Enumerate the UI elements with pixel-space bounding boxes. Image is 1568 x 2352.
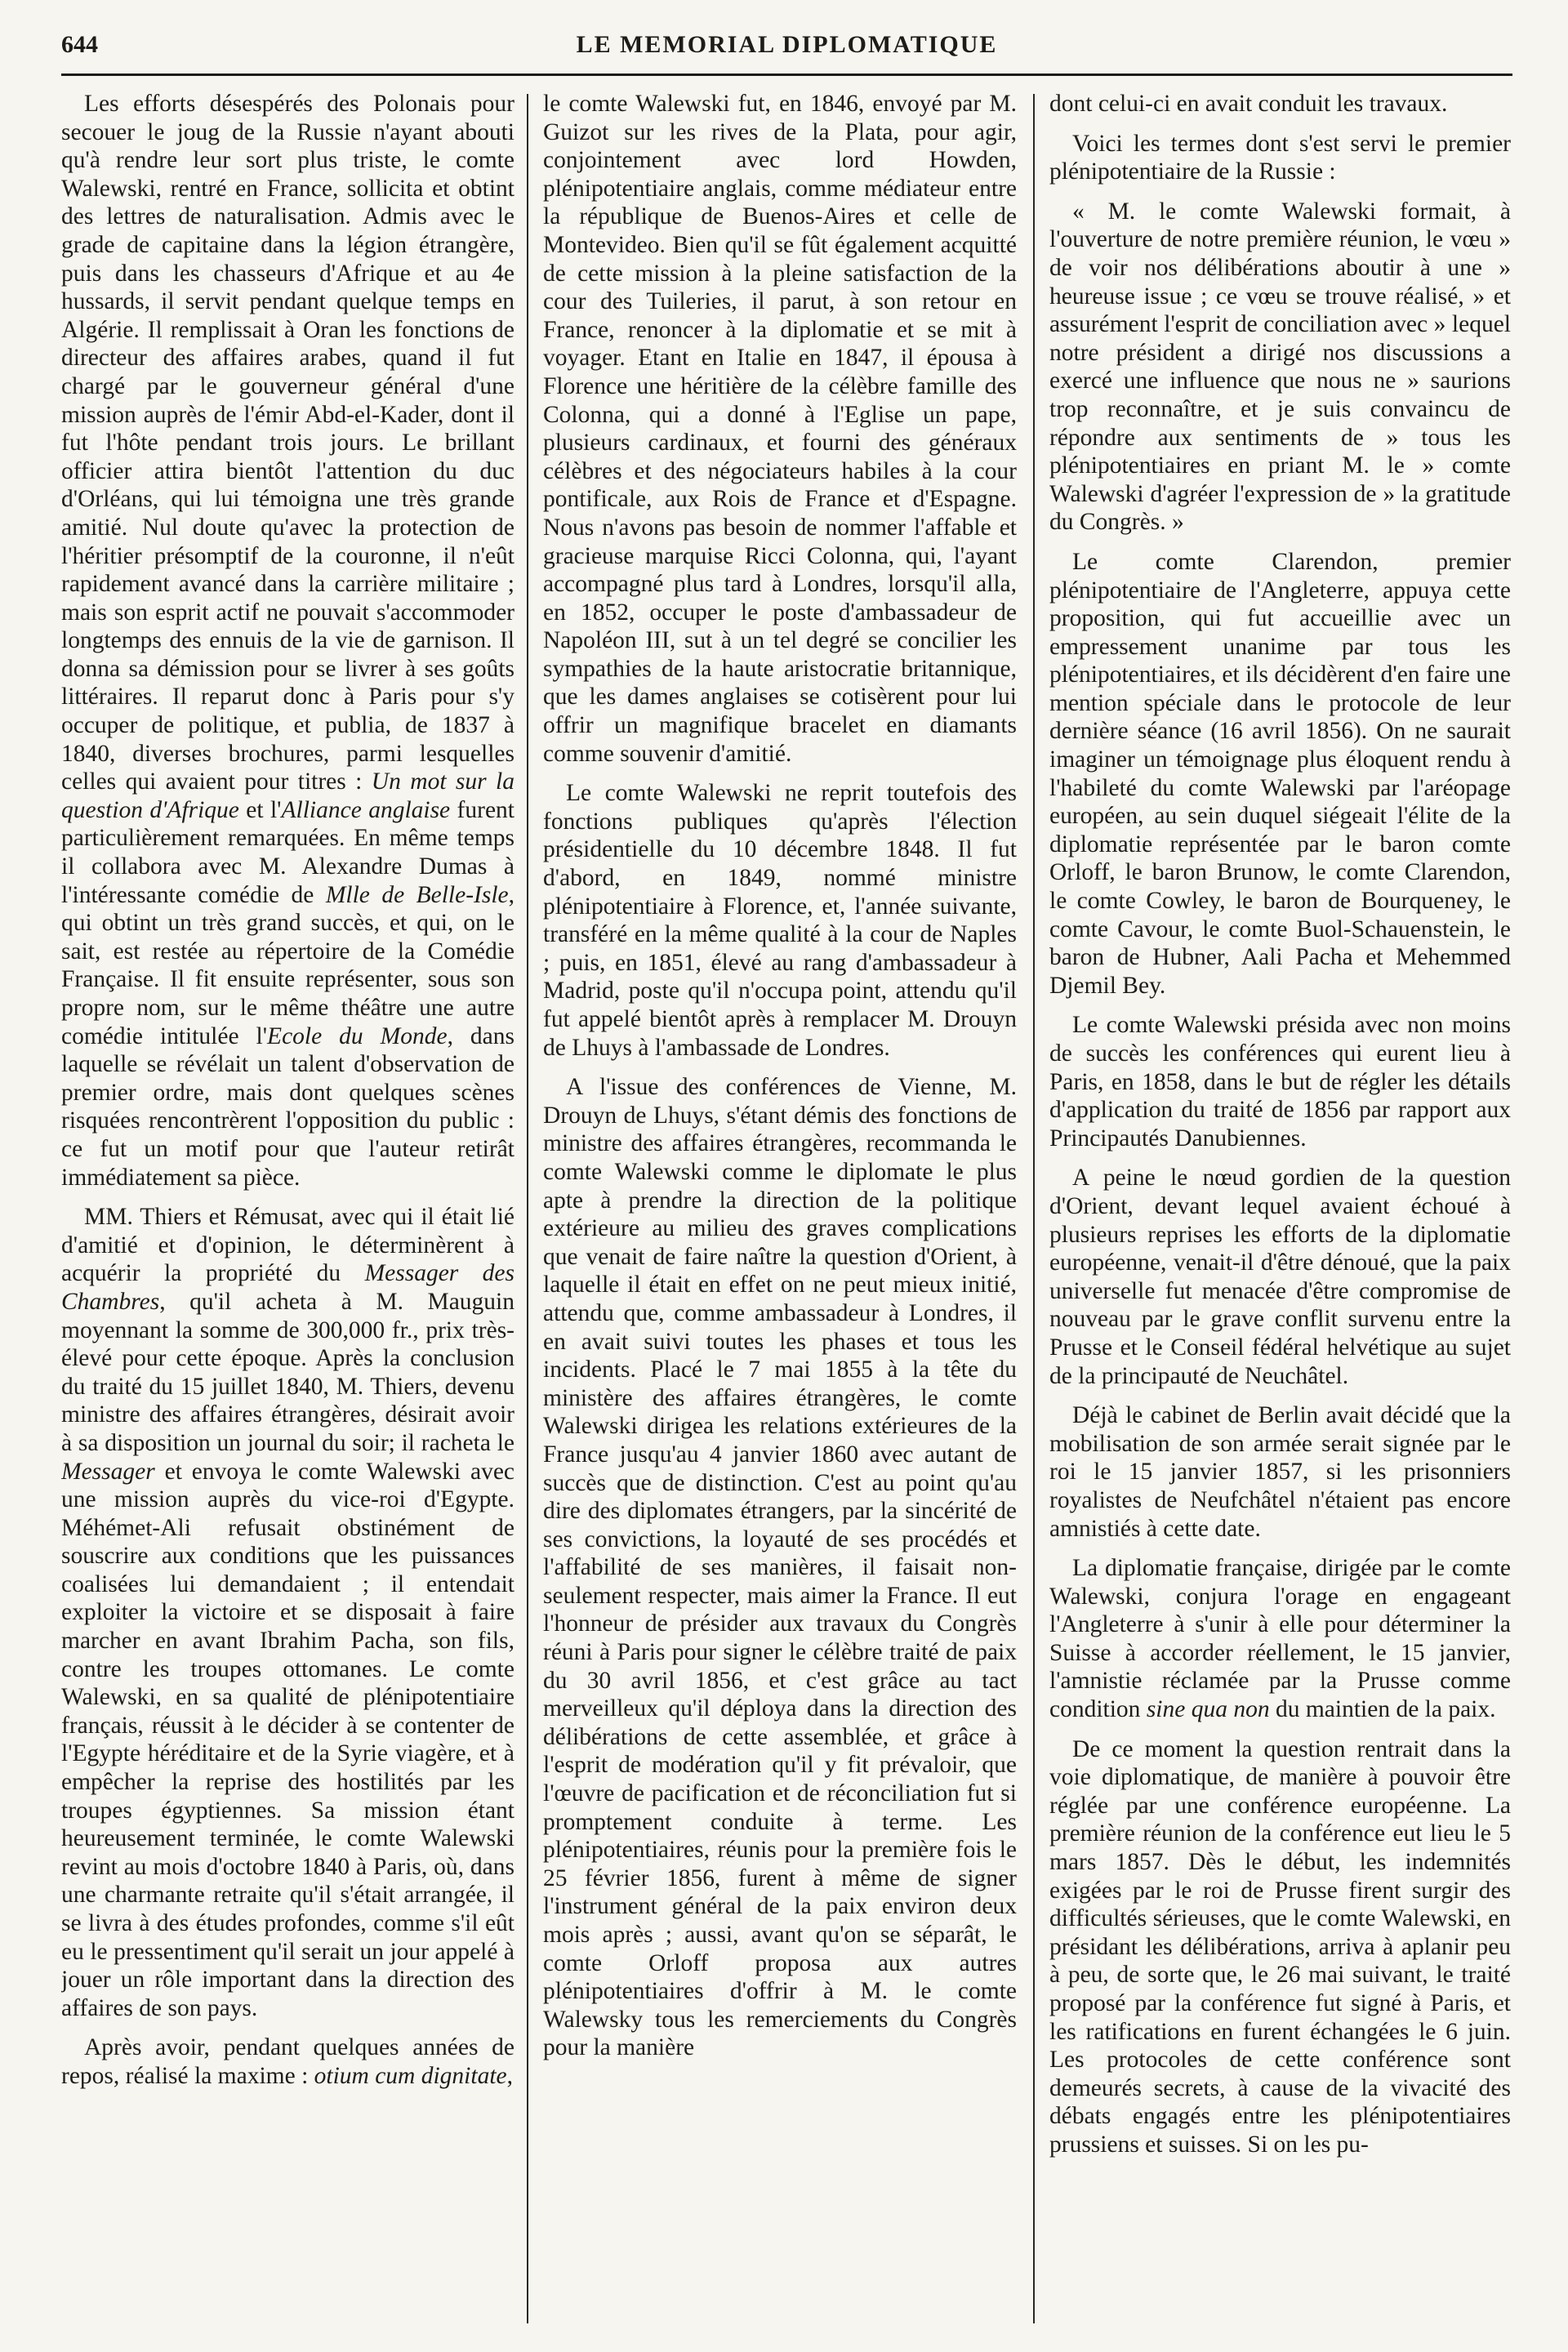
paragraph: Le comte Walewski ne reprit toutefois des fonctions publiques qu'après l'élection présidentielle du 10 décembre 1848. Il fut d'abord, en 1849, nommé ministre plénipotentiaire à Florence, et, l'année suivante, transféré en la même qualité à la cour de Naples ; puis, en 1851, élevé au rang d'ambassadeur à Madrid, poste qu'il n'occupa point, attendu qu'il fut appelé bientôt après à remplacer M. Drouyn de Lhuys à l'ambassade de Londres. [543, 780, 1017, 1061]
column-2 [543, 90, 1017, 2328]
paragraph: A peine le nœud gordien de la question d'Orient, devant lequel avaient échoué à plusieurs reprises les efforts de la diplomatie européenne, venait-il d'être dénoué, que la paix universelle fut menacée d'être compromise de nouveau par le grave conflit survenu entre la Prusse et le Conseil fédéral helvétique au sujet de la principauté de Neuchâtel. [1049, 1165, 1511, 1389]
paragraph: MM. Thiers et Rémusat, avec qui il était lié d'amitié et d'opinion, le déterminèrent à acquérir la propriété du Messager des Chambres, qu'il acheta à M. Mauguin moyennant la somme de 300,000 fr., prix très-élevé pour cette époque. Après la conclusion du traité du 15 juillet 1840, M. Thiers, devenu ministre des affaires étrangères, désirait avoir à sa disposition un journal du soir; il racheta le Messager et envoya le comte Walewski avec une mission auprès du vice-roi d'Egypte. Méhémet-Ali refusait obstinément de souscrire aux conditions que les puissances coalisées lui demandaient ; il entendait exploiter la victoire et se disposait à faire marcher en avant Ibrahim Pacha, son fils, contre les troupes ottomanes. Le comte Walewski, en sa qualité de plénipotentiaire français, réussit à le décider à se contenter de l'Egypte héréditaire et de la Syrie viagère, et à empêcher la reprise des hostilités par les troupes égyptiennes. Sa mission étant heureusement terminée, le comte Walewski revint au mois d'octobre 1840 à Paris, où, dans une charmante retraite qu'il s'était arrangée, il se livra à des études profondes, comme s'il eût eu le pressentiment qu'il serait un jour appelé à jouer un rôle important dans la direction des affaires de son pays. [61, 1204, 514, 2021]
page-header [61, 24, 1512, 76]
paragraph: Voici les termes dont s'est servi le premier plénipotentiaire de la Russie : [1049, 130, 1511, 185]
paragraph: Le comte Walewski présida avec non moins de succès les conférences qui eurent lieu à Paris, en 1858, dans le but de régler les détails d'application du traité de 1856 par rapport aux Principautés Danubiennes. [1049, 1012, 1511, 1152]
paragraph: le comte Walewski fut, en 1846, envoyé par M. Guizot sur les rives de la Plata, pour agir, conjointement avec lord Howden, plénipotentiaire anglais, comme médiateur entre la république de Buenos-Aires et celle de Montevideo. Bien qu'il se fût également acquitté de cette mission à la pleine satisfaction de la cour des Tuileries, il parut, à son retour en France, renoncer à la diplomatie et se mit à voyager. Etant en Italie en 1847, il épousa à Florence une héritière de la célèbre famille des Colonna, qui a donné à l'Eglise un pape, plusieurs cardinaux, et fourni des généraux célèbres et des négociateurs habiles à la cour pontificale, aux Rois de France et d'Espagne. Nous n'avons pas besoin de nommer l'affable et gracieuse marquise Ricci Colonna, qui, l'ayant accompagné plus tard à Londres, lorsqu'il alla, en 1852, occuper le poste d'ambassadeur de Napoléon III, sut à un tel degré se concilier les sympathies de la haute aristocratie britannique, que les dames anglaises se cotisèrent pour lui offrir un magnifique bracelet en diamants comme souvenir d'amitié. [543, 91, 1017, 767]
paragraph: dont celui-ci en avait conduit les travaux. [1049, 91, 1448, 117]
paragraph: A l'issue des conférences de Vienne, M. Drouyn de Lhuys, s'étant démis des fonctions de ministre des affaires étrangères, recommanda le comte Walewski comme le diplomate le plus apte à prendre la direction de la politique extérieure au milieu des graves complications que venait de faire naître la question d'Orient, à laquelle il était en effet on ne peut mieux initié, attendu que, comme ambassadeur à Londres, il en avait suivi toutes les phases et tous les incidents. Placé le 7 mai 1855 à la tête du ministère des affaires étrangères, le comte Walewski dirigea les relations extérieures de la France jusqu'au 4 janvier 1860 avec autant de succès que de distinction. C'est au point qu'au dire des diplomates étrangers, par la sincérité de ses convictions, la loyauté de ses procédés et l'affabilité de ses manières, il faisait non-seulement respecter, mais aimer la France. Il eut l'honneur de présider aux travaux du Congrès réuni à Paris pour signer le célèbre traité de paix du 30 avril 1856, et c'est grâce au tact merveilleux qu'il déploya dans la direction des délibérations de cette assemblée, et grâce à l'esprit de modération qu'il y fit prévaloir, que l'œuvre de pacification et de réconciliation fut si promptement conduite à terme. Les plénipotentiaires, réunis pour la première fois le 25 février 1856, furent à même de signer l'instrument général de la paix environ deux mois après ; aussi, avant qu'on se séparât, le comte Orloff proposa aux autres plénipotentiaires d'offrir à M. le comte Walewsky tous les remerciements du Congrès pour la manière [543, 1074, 1017, 2061]
column-divider-left [527, 94, 528, 2323]
journal-title: LE MEMORIAL DIPLOMATIQUE [576, 31, 998, 58]
paragraph: Le comte Clarendon, premier plénipotentiaire de l'Angleterre, appuya cette proposition, qui fut accueillie avec un empressement unanime par tous les plénipotentiaires, et ils décidèrent d'en faire une mention spéciale dans le protocole de leur dernière séance (16 avril 1856). On ne saurait imaginer un témoignage plus éloquent rendu à l'habileté du comte Walewski par l'aréopage européen, au sein duquel siégeait l'élite de la diplomatie représentée par le baron comte Orloff, le baron Brunow, le comte Clarendon, le comte Cowley, le baron de Bourqueney, le comte Cavour, le comte Buol-Schauenstein, le baron de Hubner, Aali Pacha et Mehemmed Djemil Bey. [1049, 548, 1511, 999]
page-number: 644 [61, 31, 98, 58]
paragraph: Les efforts désespérés des Polonais pour secouer le joug de la Russie n'ayant abouti qu'à rendre leur sort plus triste, le comte Walewski, rentré en France, sollicita et obtint des lettres de naturalisation. Admis avec le grade de capitaine dans la légion étrangère, puis dans les chasseurs d'Afrique et au 4e hussards, il servit pendant quelque temps en Algérie. Il remplissait à Oran les fonctions de directeur des affaires arabes, quand il fut chargé par le gouverneur général d'une mission auprès de l'émir Abd-el-Kader, dont il fut l'hôte pendant trois jours. Le brillant officier attira bientôt l'attention du duc d'Orléans, qui lui témoigna une très grande amitié. Nul doute qu'avec la protection de l'héritier présomptif de la couronne, il n'eût rapidement avancé dans la carrière militaire ; mais son esprit actif ne pouvait s'accommoder longtemps des ennuis de la vie de garnison. Il donna sa démission pour se livrer à ses goûts littéraires. Il reparut donc à Paris pour s'y occuper de politique, et publia, de 1837 à 1840, diverses brochures, parmi lesquelles celles qui avaient pour titres : Un mot sur la question d'Afrique et l'Alliance anglaise furent particulièrement remarquées. En même temps il collabora avec M. Alexandre Dumas à l'intéressante comédie de Mlle de Belle-Isle, qui obtint un très grand succès, et qui, on le sait, est restée au répertoire de la Comédie Française. Il fit ensuite représenter, sous son propre nom, sur le même théâtre une autre comédie intitulée l'Ecole du Monde, dans laquelle se révélait un talent d'observation de premier ordre, mais dont quelques scènes risquées rencontrèrent l'opposition du public : ce fut un motif pour que l'auteur retirât immédiatement sa pièce. [61, 91, 514, 1191]
paragraph: Déjà le cabinet de Berlin avait décidé que la mobilisation de son armée serait signée par le roi le 15 janvier 1857, si les prisonniers royalistes de Neufchâtel n'étaient pas encore amnistiés à cette date. [1049, 1402, 1511, 1542]
paragraph: La diplomatie française, dirigée par le comte Walewski, conjura l'orage en engageant l'Angleterre à s'unir à elle pour déterminer la Suisse à accorder réellement, le 15 janvier, l'amnistie réclamée par la Prusse comme condition sine qua non du maintien de la paix. [1049, 1555, 1511, 1723]
quotation: « M. le comte Walewski formait, à l'ouverture de notre première réunion, le vœu » de voir nos délibérations aboutir à une » heureuse issue ; ce vœu se trouve réalisé, » et assurément l'esprit de conciliation avec » lequel notre président a dirigé nos discussions a exercé une influence que nous ne » saurions trop reconnaître, et je suis convaincu de répondre aux sentiments de » tous les plénipotentiaires en priant M. le » comte Walewski d'agréer l'expression de » la gratitude du Congrès. » [1049, 198, 1511, 536]
column-1 [61, 90, 514, 2328]
paragraph: De ce moment la question rentrait dans la voie diplomatique, de manière à pouvoir être réglée par une conférence européenne. La première réunion de la conférence eut lieu le 5 mars 1857. Dès le début, les indemnités exigées par le roi de Prusse firent surgir des difficultés sérieuses, que le comte Walewski, en présidant les délibérations, arriva à aplanir peu à peu, de sorte que, le 26 mai suivant, le traité proposé par la conférence fut signé à Paris, et les ratifications en furent échangées le 6 juin. Les protocoles de cette conférence sont demeurés secrets, à cause de la vivacité des débats engagés entre les plénipotentiaires prussiens et suisses. Si on les pu- [1049, 1735, 1511, 2158]
paragraph: Après avoir, pendant quelques années de repos, réalisé la maxime : otium cum dignitate, [61, 2034, 514, 2089]
column-divider-right [1033, 94, 1035, 2323]
column-3 [1049, 90, 1511, 2328]
